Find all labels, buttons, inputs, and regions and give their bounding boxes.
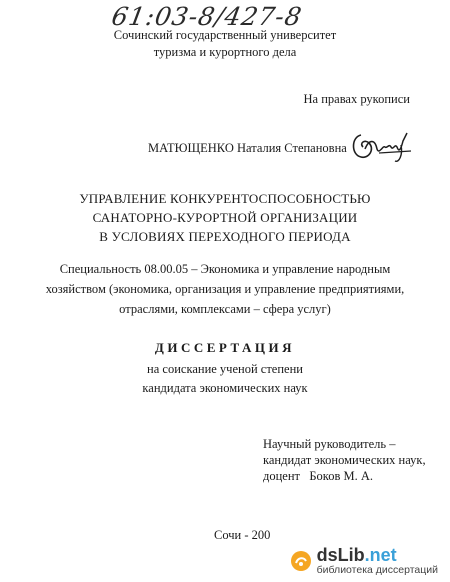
dslib-subtitle: библиотека диссертаций [316,564,438,576]
supervisor-line-1: Научный руководитель – [263,437,396,451]
specialty-line-2: хозяйством (экономика, организация и управление предприятиями, [45,282,405,296]
dissertation-title-line-2: САНАТОРНО-КУРОРТНОЙ ОРГАНИЗАЦИИ [92,210,358,225]
university-name-line-1: Сочинский государственный университет [113,28,337,42]
university-name-line-2: туризма и курортного дела [153,45,297,59]
dslib-logo-text: dsLib.net [316,545,397,565]
rights-note: На правах рукописи [303,92,410,106]
handwritten-archive-code: 61:03-8/427-8 [109,2,305,31]
specialty-line-1: Специальность 08.00.05 – Экономика и управление народным [59,262,391,276]
author-signature [349,129,413,165]
supervisor-block [263,436,426,484]
supervisor-line-2: кандидат экономических наук, [263,453,426,467]
degree-line-2: кандидата экономических наук [142,381,308,395]
dissertation-title-line-1: УПРАВЛЕНИЕ КОНКУРЕНТОСПОСОБНОСТЬЮ [79,191,371,206]
document-type-heading: ДИССЕРТАЦИЯ [154,340,296,355]
city-year: Сочи - 200 [214,528,271,542]
specialty-line-3: отраслями, комплексами – сфера услуг) [119,302,331,316]
dissertation-title-line-3: В УСЛОВИЯХ ПЕРЕХОДНОГО ПЕРИОДА [99,229,351,244]
dslib-watermark [285,544,442,578]
supervisor-line-3: доцент Боков М. А. [263,469,374,483]
author-name: МАТЮЩЕНКО Наталия Степановна [148,141,347,155]
degree-line-1: на соискание ученой степени [147,362,303,376]
dslib-logo-icon [289,549,313,573]
